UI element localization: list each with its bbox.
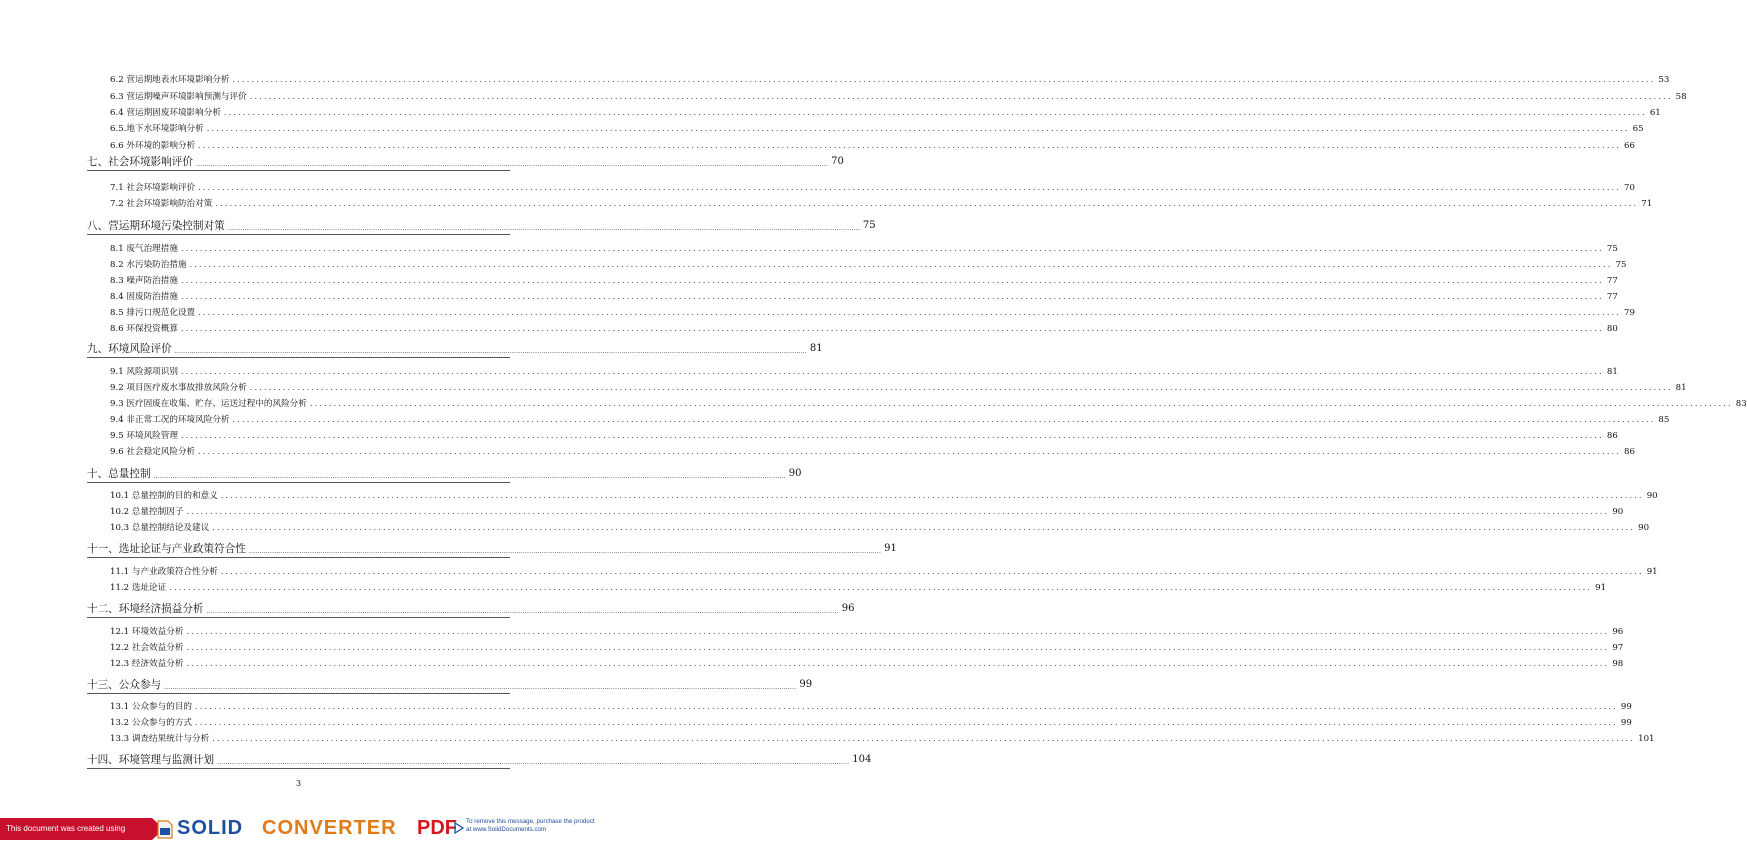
arrow-right-icon [454,822,464,834]
toc-entry-title: 6.4 营运期固废环境影响分析 [110,108,221,118]
toc-entry-title: 八、营运期环境污染控制对策 [87,220,225,232]
toc-entry-page: 70 [831,156,844,167]
toc-entry-page: 81 [1675,383,1687,393]
brand-converter: CONVERTER [262,817,397,839]
toc-entry-page: 86 [1624,447,1635,457]
dot-leader: ............................................................................................................................................................................................................................................................................................................ [195,718,1618,727]
dot-leader: ............................................................................................................................................................................................................................................................................................................ [215,199,1639,208]
toc-subsection-entry[interactable] [110,717,1632,729]
dot-leader: ............................................................................................................................................................................................................................................................................................................ [227,225,860,232]
toc-entry-title: 9.4 非正常工况的环境风险分析 [110,415,230,425]
toc-subsection-entry[interactable] [110,123,1644,135]
dot-leader: ............................................................................................................................................................................................................................................................................................................ [164,684,797,691]
toc-entry-title: 8.1 废气治理措施 [110,244,178,254]
toc-entry-page: 101 [1638,734,1655,744]
toc-subsection-entry[interactable] [110,182,1635,194]
dot-leader: ............................................................................................................................................................................................................................................................................................................ [309,399,1733,408]
toc-entry-title: 9.2 项目医疗废水事故排放风险分析 [110,383,247,393]
toc-subsection-entry[interactable] [110,198,1653,210]
toc-entry-title: 7.1 社会环境影响评价 [110,183,196,193]
dot-leader: ............................................................................................................................................................................................................................................................................................................ [220,567,1644,576]
dot-leader: ............................................................................................................................................................................................................................................................................................................ [195,161,829,168]
toc-entry-title: 12.1 环境效益分析 [110,627,184,637]
toc-entry-title: 11.2 选址论证 [110,583,167,593]
dot-leader: ............................................................................................................................................................................................................................................................................................................ [249,92,1673,101]
dot-leader: ............................................................................................................................................................................................................................................................................................................ [217,759,850,766]
toc-entry-title: 九、环境风险评价 [87,343,172,355]
toc-section-entry[interactable] [87,341,823,358]
toc-entry-title: 11.1 与产业政策符合性分析 [110,567,218,577]
dot-leader: ............................................................................................................................................................................................................................................................................................................ [198,308,1622,317]
toc-entry-page: 97 [1612,643,1624,653]
toc-subsection-entry[interactable] [110,701,1632,713]
toc-entry-page: 71 [1641,199,1653,209]
toc-subsection-entry[interactable] [110,91,1687,103]
toc-entry-page: 66 [1624,141,1635,151]
toc-entry-title: 8.2 水污染防治措施 [110,260,187,270]
toc-entry-title: 12.2 社会效益分析 [110,643,184,653]
toc-entry-title: 10.3 总量控制结论及建议 [110,523,210,533]
converter-banner [0,814,597,842]
dot-leader: ............................................................................................................................................................................................................................................................................................................ [223,108,1647,117]
dot-leader: ............................................................................................................................................................................................................................................................................................................ [186,643,1610,652]
toc-entry-page: 81 [1606,367,1618,377]
dot-leader: ............................................................................................................................................................................................................................................................................................................ [186,507,1610,516]
toc-subsection-entry[interactable] [110,490,1658,502]
toc-entry-page: 85 [1658,415,1670,425]
toc-entry-page: 90 [1638,523,1650,533]
toc-subsection-entry[interactable] [110,107,1661,119]
toc-section-entry[interactable] [87,752,872,769]
toc-subsection-entry[interactable] [110,414,1670,426]
toc-subsection-entry[interactable] [110,291,1618,303]
toc-entry-page: 99 [1620,718,1632,728]
dot-leader: ............................................................................................................................................................................................................................................................................................................ [212,734,1636,743]
dot-leader: ............................................................................................................................................................................................................................................................................................................ [212,523,1636,532]
toc-subsection-entry[interactable] [110,366,1618,378]
toc-entry-page: 75 [1606,244,1618,254]
toc-entry-page: 81 [809,343,823,354]
toc-entry-page: 96 [841,603,855,614]
toc-entry-title: 6.2 营运期地表水环境影响分析 [110,75,230,85]
toc-entry-page: 96 [1612,627,1624,637]
toc-subsection-entry[interactable] [110,626,1624,638]
toc-entry-page: 70 [1624,183,1635,193]
toc-entry-page: 65 [1632,124,1644,134]
toc-entry-page: 99 [799,679,813,690]
toc-entry-title: 十、总量控制 [87,468,151,480]
toc-entry-page: 91 [884,543,897,554]
dot-leader: ............................................................................................................................................................................................................................................................................................................ [180,367,1604,376]
toc-subsection-entry[interactable] [110,307,1635,319]
toc-entry-title: 13.2 公众参与的方式 [110,718,193,728]
toc-entry-page: 75 [862,220,876,231]
toc-entry-page: 90 [788,468,802,479]
toc-entry-page: 99 [1620,702,1632,712]
toc-subsection-entry[interactable] [110,642,1624,654]
toc-entry-page: 58 [1675,92,1687,102]
toc-section-entry[interactable] [87,541,897,558]
toc-entry-title: 13.1 公众参与的目的 [110,702,193,712]
banner-left-text: This document was created using [0,818,152,840]
dot-leader: ............................................................................................................................................................................................................................................................................................................ [198,183,1622,192]
toc-entry-title: 8.3 噪声防治措施 [110,276,178,286]
dot-leader: ............................................................................................................................................................................................................................................................................................................ [189,260,1613,269]
dot-leader: ............................................................................................................................................................................................................................................................................................................ [186,627,1610,636]
toc-entry-title: 十四、环境管理与监测计划 [87,754,215,766]
toc-entry-page: 80 [1606,324,1618,334]
toc-subsection-entry[interactable] [110,323,1618,335]
toc-entry-page: 61 [1649,108,1661,118]
dot-leader: ............................................................................................................................................................................................................................................................................................................ [195,702,1618,711]
toc-section-entry[interactable] [87,466,802,483]
brand-solid: SOLID [177,817,244,839]
toc-subsection-entry[interactable] [110,275,1618,287]
toc-entry-page: 86 [1606,431,1618,441]
toc-entry-title: 8.4 固废防治措施 [110,292,178,302]
dot-leader: ............................................................................................................................................................................................................................................................................................................ [180,324,1604,333]
toc-entry-title: 9.3 医疗固废在收集、贮存、运送过程中的风险分析 [110,399,307,409]
toc-entry-title: 9.1 风险源项识别 [110,367,178,377]
toc-entry-title: 十一、选址论证与产业政策符合性 [87,543,246,555]
dot-leader: ............................................................................................................................................................................................................................................................................................................ [220,491,1644,500]
toc-entry-title: 7.2 社会环境影响防治对策 [110,199,213,209]
toc-subsection-entry[interactable] [110,566,1658,578]
dot-leader: ............................................................................................................................................................................................................................................................................................................ [248,548,882,555]
toc-entry-page: 90 [1612,507,1624,517]
toc-entry-title: 十三、公众参与 [87,679,162,691]
toc-entry-page: 91 [1646,567,1658,577]
toc-subsection-entry[interactable] [110,74,1670,86]
toc-subsection-entry[interactable] [110,522,1650,534]
toc-entry-page: 77 [1606,292,1618,302]
dot-leader: ............................................................................................................................................................................................................................................................................................................ [180,292,1604,301]
toc-entry-title: 13.3 调查结果统计与分析 [110,734,210,744]
toc-subsection-entry[interactable] [110,658,1624,670]
dot-leader: ............................................................................................................................................................................................................................................................................................................ [153,473,786,480]
toc-entry-page: 90 [1646,491,1658,501]
toc-entry-title: 6.5.地下水环境影响分析 [110,124,204,134]
toc-entry-title: 9.6 社会稳定风险分析 [110,447,196,457]
toc-entry-page: 79 [1624,308,1635,318]
toc-section-entry[interactable] [87,154,844,171]
toc-subsection-entry[interactable] [110,733,1655,745]
dot-leader: ............................................................................................................................................................................................................................................................................................................ [206,124,1630,133]
brand-pdf: PDF [417,817,457,839]
dot-leader: ............................................................................................................................................................................................................................................................................................................ [198,447,1622,456]
dot-leader: ............................................................................................................................................................................................................................................................................................................ [180,244,1604,253]
toc-entry-title: 9.5 环境风险管理 [110,431,178,441]
dot-leader: ............................................................................................................................................................................................................................................................................................................ [180,431,1604,440]
banner-purchase-note[interactable]: To remove this message, purchase the product at www.SolidDocuments.com [466,818,595,833]
toc-subsection-entry[interactable] [110,398,1747,410]
dot-leader: ............................................................................................................................................................................................................................................................................................................ [232,75,1656,84]
toc-entry-title: 七、社会环境影响评价 [87,156,193,168]
toc-entry-title: 8.5 排污口规范化设置 [110,308,196,318]
toc-entry-title: 10.2 总量控制因子 [110,507,184,517]
toc-subsection-entry[interactable] [110,259,1627,271]
dot-leader: ............................................................................................................................................................................................................................................................................................................ [249,383,1673,392]
toc-subsection-entry[interactable] [110,506,1624,518]
dot-leader: ............................................................................................................................................................................................................................................................................................................ [186,659,1610,668]
toc-subsection-entry[interactable] [110,582,1607,594]
document-logo-icon [157,820,173,839]
toc-entry-title: 8.6 环保投资概算 [110,324,178,334]
dot-leader: ............................................................................................................................................................................................................................................................................................................ [174,348,807,355]
toc-subsection-entry[interactable] [110,446,1635,458]
toc-entry-title: 12.3 经济效益分析 [110,659,184,669]
toc-entry-page: 77 [1606,276,1618,286]
toc-entry-page: 83 [1735,399,1747,409]
dot-leader: ............................................................................................................................................................................................................................................................................................................ [232,415,1656,424]
toc-entry-page: 98 [1612,659,1624,669]
toc-subsection-entry[interactable] [110,140,1635,152]
dot-leader: ............................................................................................................................................................................................................................................................................................................ [180,276,1604,285]
toc-entry-page: 75 [1615,260,1627,270]
toc-entry-page: 104 [852,754,872,765]
dot-leader: ............................................................................................................................................................................................................................................................................................................ [169,583,1593,592]
dot-leader: ............................................................................................................................................................................................................................................................................................................ [206,608,839,615]
toc-entry-title: 十二、环境经济损益分析 [87,603,204,615]
toc-entry-page: 53 [1658,75,1670,85]
dot-leader: ............................................................................................................................................................................................................................................................................................................ [198,141,1622,150]
toc-subsection-entry[interactable] [110,243,1618,255]
toc-entry-title: 6.6 外环境的影响分析 [110,141,196,151]
toc-entry-title: 6.3 营运期噪声环境影响预测与评价 [110,92,247,102]
toc-section-entry[interactable] [87,218,876,235]
toc-subsection-entry[interactable] [110,382,1687,394]
page-number: 3 [295,779,302,788]
toc-section-entry[interactable] [87,601,855,618]
toc-entry-title: 10.1 总量控制的目的和意义 [110,491,218,501]
toc-entry-page: 91 [1595,583,1607,593]
toc-subsection-entry[interactable] [110,430,1618,442]
toc-section-entry[interactable] [87,677,813,694]
